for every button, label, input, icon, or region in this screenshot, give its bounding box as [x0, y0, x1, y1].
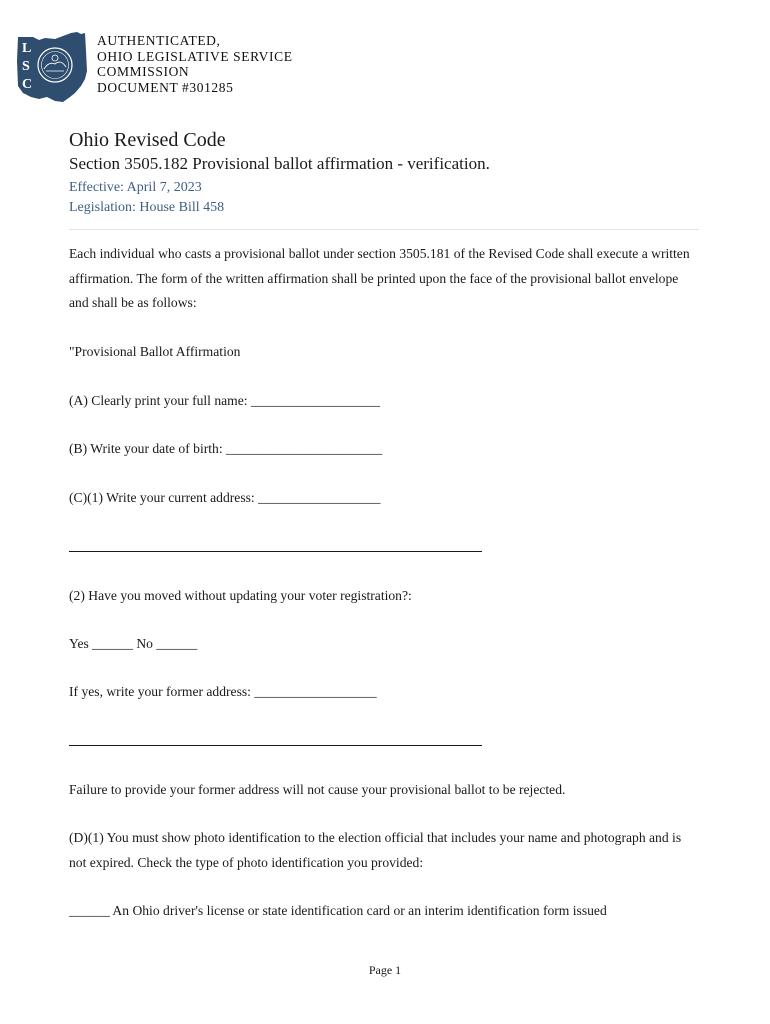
address-blank-line [69, 551, 482, 552]
intro-paragraph: Each individual who casts a provisional ballot under section 3505.181 of the Revised Code shall execute a written affirmation. The form of the written affirmation shall be printed upon the face of the provisional ballot envelope and shall be as follows: [69, 246, 690, 310]
effective-date: Effective: April 7, 2023 [69, 180, 202, 195]
item-b-date-of-birth: (B) Write your date of birth: _______________________ [69, 441, 383, 456]
option-drivers-license: ______ An Ohio driver's license or state identification card or an interim identification form issued [69, 903, 607, 918]
former-address: If yes, write your former address: __________________ [69, 684, 377, 699]
item-c2-moved-question: (2) Have you moved without updating your voter registration?: [69, 588, 412, 603]
authentication-stamp [97, 33, 293, 95]
title-block [69, 128, 490, 218]
logo-letter-c: C [22, 77, 33, 92]
auth-line-1: AUTHENTICATED, [97, 33, 221, 48]
lsc-ohio-seal-logo [15, 31, 91, 103]
header-divider [69, 229, 699, 230]
failure-note: Failure to provide your former address will not cause your provisional ballot to be rejected. [69, 782, 566, 797]
page-number: Page 1 [368, 963, 402, 977]
yes-no-choice: Yes ______ No ______ [69, 636, 198, 651]
section-title: Section 3505.182 Provisional ballot affirmation - verification. [69, 154, 490, 173]
legislation: Legislation: House Bill 458 [69, 200, 225, 215]
item-a-full-name: (A) Clearly print your full name: ___________________ [69, 393, 381, 408]
affirmation-heading: "Provisional Ballot Affirmation [69, 344, 241, 359]
former-address-blank-line [69, 745, 482, 746]
document-header [15, 31, 335, 103]
document-title: Ohio Revised Code [69, 129, 226, 151]
auth-line-2: OHIO LEGISLATIVE SERVICE [97, 48, 293, 64]
logo-letter-l: L [22, 41, 32, 56]
auth-line-3: COMMISSION [97, 64, 190, 79]
item-c1-current-address: (C)(1) Write your current address: __________________ [69, 490, 381, 505]
auth-line-4: DOCUMENT #301285 [97, 79, 234, 95]
logo-letter-s: S [22, 59, 30, 74]
item-d1-photo-id: (D)(1) You must show photo identification to the election official that includes your name and photograph and is not expired. Check the type of photo identification you provided: [69, 830, 682, 870]
